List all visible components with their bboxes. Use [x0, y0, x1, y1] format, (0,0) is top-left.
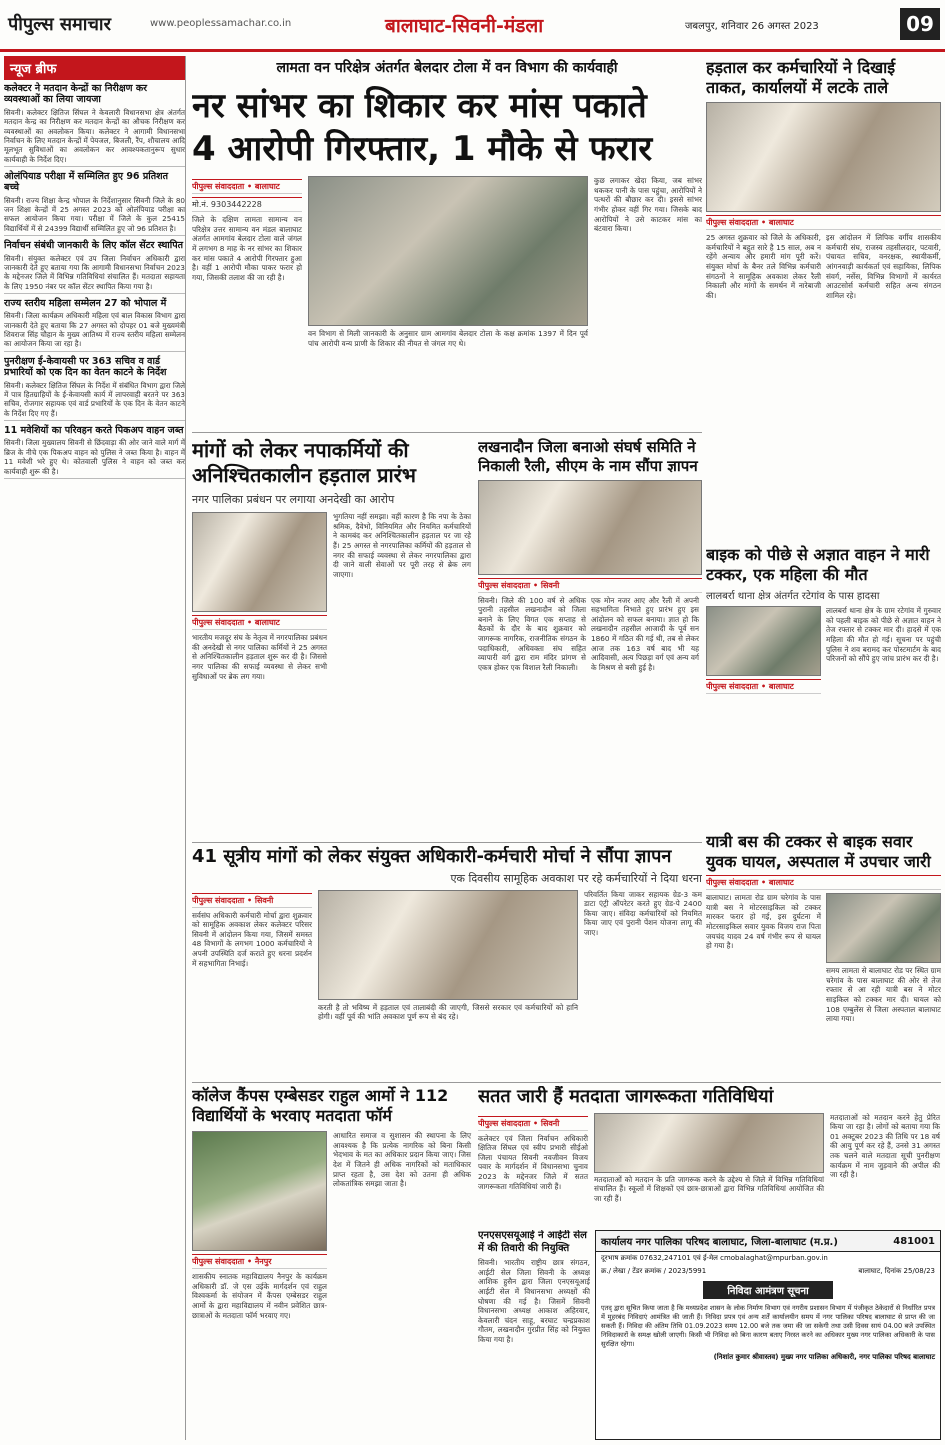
notice-body: एतद् द्वारा सूचित किया जाता है कि मध्यप्रदेश शासन के लोक निर्माण विभाग एवं नगरीय प्रशासन विभाग में पंजीकृत ठेकेदारों से निर्धारित प्रपत्र में मुहरबंद निविदाएं आमंत्रित की जाती हैं। निविदा प्रपत्र एवं अन्य शर्तें कार्यालयीन समय में नगर पालिका परिषद बालाघाट से प्राप्त की जा सकती हैं। निविदा की अंतिम तिथि 01.09.2023 समय 12.00 बजे तक जमा की जा सकेगी तथा उसी दिवस सायं 04.00 बजे उपस्थित निविदाकारों के समक्ष खोली जाएगी। किसी भी निविदा को बिना कारण बताए निरस्त करने का अधिकार मुख्य नगर पालिका अधिकारी के पास सुरक्षित रहेगा। [601, 1304, 935, 1348]
brief-headline: निर्वाचन संबंधी जानकारी के लिए कॉल सेंटर स्थापित [4, 240, 184, 252]
notice-office: कार्यालय नगर पालिका परिषद बालाघाट, जिला-बालाघाट (म.प्र.) [601, 1237, 838, 1248]
brief-text: सिवनी। कलेक्टर क्षितिज सिंघल के निर्देश में संबंधित विभाग द्वारा जिले में पात्र हितग्राहियों के ई-केवायसी कार्य में लापरवाही बरतने पर 363 सचिव, रोजगार सहायक एवं वार्ड प्रभारियों के एक दिन के वेतन काटने के निर्देश दिए गए हैं। [4, 380, 185, 418]
bus-photo [826, 893, 941, 963]
bike-body: लालबर्रा थाना क्षेत्र के ग्राम रटेगांव में गुरुवार को पहली बाइक को पीछे से अज्ञात वाहन ने तेज रफ्तार से टक्कर मार दी। हादसे में एक महिला की मौत हो गई। सूचना पर पहुंची पुलिस ने शव बरामद कर पोस्टमार्टम के बाद परिजनों को सौंपे हुए जांच प्रारंभ कर दी है। [826, 606, 941, 664]
college-body-continued: आधारित समाज व सुशासन की स्थापना के लिए आवश्यक है कि प्रत्येक नागरिक को बिना किसी भेदभाव के मत का अधिकार प्रदान किया जाए। जिस देश में जितने ही अधिक नागरिकों को मताधिकार प्राप्त रहता है, उस देश को उतना ही अधिक लोकतांत्रिक समझा जाता है। [333, 1131, 471, 1189]
strike-headline: हड़ताल कर कर्मचारियों ने दिखाई ताकत, कार्यालयों में लटके ताले [706, 58, 896, 97]
college-byline: पीपुल्स संवाददाता • नैनपुर [192, 1254, 327, 1269]
lead-caption: वन विभाग से मिली जानकारी के अनुसार ग्राम आमगांव बेलदार टोला के कक्ष क्रमांक 1397 में दिन पूर्व पांच आरोपी वन्य प्राणी के शिकार की नीयत से जंगल गए थे। [308, 329, 588, 348]
lakhnadon-photo [478, 480, 702, 575]
bike-photo [706, 606, 821, 676]
lakhnadon-byline: पीपुल्स संवाददाता • सिवनी [478, 578, 702, 593]
lead-headline-line1: नर सांभर का शिकार कर मांस पकाते [192, 86, 647, 126]
nsui-headline: एनएसएसयूआई ने आईटी सेल में की तिवारी की नियुक्ति [478, 1230, 587, 1254]
lakhnadon-body-continued: एक मोन नजर आए और रैली में अपनी सहभागिता निभाते हुए प्रारंभ हुए इस आंदोलन को सफल बनाया। ज्ञात हो कि लखनादौन तहसील आजादी के पूर्व सन 1860 में गठित की गई थी, तब से लेकर आज तक 163 वर्ष बाद भी यह आदिवासी, अत्य पिछड़ा वर्ग एवं अन्य वर्ग के मिश्रण से बसी हुई है। [591, 595, 699, 672]
brief-text: सिवनी। जिला मुख्यालय सिवनी से छिंदवाड़ा की ओर जाने वाले मार्ग में ब्रिज के नीचे एक पिकअप वाहन को पुलिस ने जब्त किया है। वाहन में 11 मवेशी भरे हुए थे। कोतवाली पुलिस ने वाहन को जब्त कर कार्यवाही शुरू की है। [4, 438, 185, 476]
lead-headline-line2: 4 आरोपी गिरफ्तार, 1 मौके से फरार [192, 128, 653, 169]
lakhnadon-headline: लखनादौन जिला बनाओ संघर्ष समिति ने निकाली रैली, सीएम के नाम सौंपा ज्ञापन [478, 438, 698, 475]
lead-body-continued: कुछ लगाकर खेदा किया, जब सांभर थककर पानी के पास पहुंचा, आरोपियों ने पत्थरों की बौछार कर दी। इससे सांभर गंभीर होकर वहीं गिर गया। जिसके बाद आरोपियों ने उसे काटकर मांस का बंटवारा किया। [594, 176, 702, 234]
npa-strike-story [192, 438, 472, 838]
notice-banner: निविदा आमंत्रण सूचना [703, 1281, 833, 1299]
divider [192, 842, 702, 843]
lead-story [192, 58, 702, 428]
notice-reference-row [596, 1265, 940, 1278]
morcha-photo [318, 890, 578, 1000]
college-photo [192, 1131, 327, 1251]
lakhnadon-body: सिवनी। जिले की 100 वर्ष से अधिक पुरानी तहसील लखनादौन को जिला बनाने के लिए विगत एक सप्ताह से बैठकों के दौर के बाद शुक्रवार को जागरूक नागरिक, राजनीतिक संगठन के पदाधिकारी, अधिवक्ता संघ सहित व्यापारी वर्ग द्वारा राम मंदिर प्रांगण से एकत्र होकर एक विशाल रैली निकाली। [478, 595, 586, 672]
divider [192, 1082, 941, 1083]
bike-accident-story [706, 545, 941, 825]
brief-headline: 11 मवेशियों का परिवहन करते पिकअप वाहन जब्त [4, 425, 184, 437]
college-story [192, 1086, 472, 1440]
page-number: 09 [900, 8, 940, 40]
strike-story [706, 58, 941, 538]
brief-headline: राज्य स्तरीय महिला सम्मेलन 27 को भोपाल में [4, 297, 167, 309]
divider [192, 432, 702, 433]
brief-headline: कलेक्टर ने मतदान केन्द्रों का निरीक्षण कर व्यवस्थाओं का लिया जायजा [4, 83, 148, 106]
voter-photo [594, 1113, 824, 1173]
strike-photo [706, 102, 941, 212]
brief-item [4, 298, 185, 352]
voter-awareness-story [478, 1086, 941, 1226]
voter-body-continued: मतदाताओं को मतदान करने हेतु प्रेरित किया जा रहा है। लोगों को बताया गया कि 01 अक्टूबर 2023 की तिथि पर 18 वर्ष की आयु पूर्ण कर रहे हैं, उनसे 31 अगस्त तक चलने वाले मतदाता सूची पुनरीक्षण कार्यक्रम में नाम जुड़वाने की अपील की जा रही है। [830, 1112, 940, 1180]
lead-contact: मो.नं. 9303442228 [192, 197, 302, 212]
morcha-body-end: परिवर्तित किया जाकर सहायक ग्रेड-3 कम डाटा एंट्री ऑपरेटर करते हुए ग्रेड-पे 2400 किया जाए। संविदा कर्मचारियों को नियमित किया जाए एवं पुरानी पेंशन योजना लागू की जाए। [584, 889, 702, 937]
brief-item [4, 171, 185, 236]
section-title: बालाघाट-सिवनी-मंडला [385, 15, 544, 37]
brief-text: सिवनी। जिला कार्यक्रम अधिकारी महिला एवं बाल विकास विभाग द्वारा जानकारी देते हुए बताया कि 27 अगस्त को दोपहर 01 बजे मुख्यमंत्री शिवराज सिंह चौहान के मुख्य आतिथ्य में राज्य स्तरीय महिला सम्मेलन का आयोजन किया जा रहा है। [4, 311, 185, 349]
strike-body-continued: इस आंदोलन में लिपिक वर्गीय शासकीय कर्मचारी संघ, राजस्व तहसीलदार, पटवारी, पंचायत सचिव, वनरक्षक, स्थायीकर्मी, आंगनवाड़ी कार्यकर्ता एवं सहायिका, लिपिक संवर्ग, नर्सेस, विभिन्न विभागों में कार्यरत आउटसोर्स कर्मचारी सहित अन्य संगठन शामिल रहे। [826, 233, 941, 300]
npa-deck: नगर पालिका प्रबंधन पर लगाया अनदेखी का आरोप [192, 493, 395, 506]
notice-contact: दूरभाष क्रमांक 07632,247101 एवं ई-मेल cmobalaghat@mpurban.gov.in [601, 1254, 828, 1262]
brief-headline: पुनरीक्षण ई-केवायसी पर 363 सचिव व वार्ड प्रभारियों को एक दिन का वेतन काटने के निर्देश [4, 355, 167, 379]
brief-text: सिवनी। संयुक्त कलेक्टर एवं उप जिला निर्वाचन अधिकारी द्वारा जानकारी देते हुए बताया गया कि आगामी विधानसभा निर्वाचन 2023 के मद्देनजर जिले में विभिन्न गतिविधियां संचालित हैं। मतदाता सहायता के लिए 1950 नंबर पर कॉल सेंटर स्थापित किया गया है। [4, 253, 185, 291]
newspaper-brand: पीपुल्स समाचार [8, 14, 111, 35]
college-body: शासकीय स्नातक महाविद्यालय नैनपुर के कार्यक्रम अधिकारी डॉ. जे एस उईके मार्गदर्शन एवं राहुल विश्वकर्मा के संयोजन में कैंपस एम्बेसडर राहुल आर्मो के द्वारा महाविद्यालय में नवीन प्रवेशित छात्र-छात्राओं के मतदाता फॉर्म भरवाए गए। [192, 1272, 327, 1320]
masthead [0, 0, 945, 52]
lead-photo [308, 176, 588, 326]
lead-body: जिले के दक्षिण लामता सामान्य वन परिक्षेत्र उत्तर सामान्य वन मंडल बालाघाट अंतर्गत आमगांव बेलदार टोला वाले जंगल में लगभग 8 माह के नर सांभर का शिकार कर मांस पकाते 4 आरोपी गिरफ्तार हुआ है। वहीं 1 आरोपी मौका पाकर फरार हो गया, जिसकी तलाश की जा रही है। [192, 215, 302, 282]
voter-byline: पीपुल्स संवाददाता • सिवनी [478, 1116, 588, 1131]
bike-byline: पीपुल्स संवाददाता • बालाघाट [706, 679, 821, 694]
notice-signature: (निशांत कुमार श्रीवास्तव) मुख्य नगर पालिका अधिकारी, नगर पालिका परिषद बालाघाट [713, 1353, 935, 1362]
strike-body: 25 अगस्त शुक्रवार को जिले के अधिकारी, कर्मचारियों ने बहुत सारे है 15 साल, अब न रहेंगे अन्याय और हमारी मांग पूरी करें। संयुक्त मोर्चा के बैनर तले विभिन्न कर्मचारी संगठनों ने सामूहिक अवकाश लेकर रैली निकाली और मांगों के समर्थन में नारेबाजी की। [706, 233, 821, 300]
brief-item [4, 425, 185, 479]
bike-deck: लालबर्रा थाना क्षेत्र अंतर्गत रटेगांव के पास हादसा [706, 591, 880, 602]
brief-item [4, 356, 185, 421]
brief-headline: ओलंपियाड परीक्षा में सम्मिलित हुए 96 प्रतिशत बच्चे [4, 170, 169, 194]
brief-item [4, 83, 185, 167]
brief-item [4, 240, 185, 294]
notice-code: 481001 [893, 1235, 935, 1247]
brief-text: सिवनी। कलेक्टर क्षितिज सिंघल ने केवलारी विधानसभा क्षेत्र अंतर्गत मतदान केन्द्र का निरीक्षण कर मतदान केन्द्रों का औचक निरीक्षण कर व्यवस्थाओं का अवलोकन किया। कलेक्टर ने आगामी विधानसभा निर्वाचन के लिए मतदान केन्द्रों में पेयजल, बिजली, रैंप, शौचालय आदि मूलभूत सुविधाओं का अवलोकन कर आवश्यकतानुरूप सुधार कार्यवाही के निर्देश दिए। [4, 107, 185, 164]
notice-header [596, 1231, 940, 1252]
bus-body: बालाघाट। लामता रोड ग्राम चरेगांव के पास यात्री बस ने मोटरसाइकिल को टक्कर मारकर फरार हो गई, इस दुर्घटना में मोटरसाइकिल सवार युवक विजय राज पिता जयचंद यादव 24 वर्ष गंभीर रूप से घायल हो गया है। [706, 893, 821, 951]
notice-ref: क्र./ लेखा / टेंडर क्रमांक / 2023/5991 [601, 1267, 707, 1275]
morcha-byline: पीपुल्स संवाददाता • सिवनी [192, 893, 312, 908]
nsui-body: सिवनी। भारतीय राष्ट्रीय छात्र संगठन, आईटी सेल जिला सिवनी के अध्यक्ष आशिक हुसैन द्वारा जिला एनएसयूआई आईटी सेल में विधानसभा अध्यक्षों की घोषणा की गई है। जिसमें सिवनी विधानसभा अध्यक्ष आकाश अहिरवार, केवलारी चंदन साहू, बरघाट चन्द्रप्रकाश गौतम, लखनादौन गुरप्रीत सिंह को नियुक्त किया गया है। [478, 1258, 590, 1344]
bike-headline: बाइक को पीछे से अज्ञात वाहन ने मारी टक्कर, एक महिला की मौत [706, 545, 930, 584]
website-url[interactable]: www.peoplessamachar.co.in [150, 18, 292, 29]
morcha-deck: एक दिवसीय सामूहिक अवकाश पर रहे कर्मचारियों ने दिया धरना [450, 871, 702, 885]
morcha-headline: 41 सूत्रीय मांगों को लेकर संयुक्त अधिकारी-कर्मचारी मोर्चा ने सौंपा ज्ञापन [192, 846, 672, 867]
bus-byline: पीपुल्स संवाददाता • बालाघाट [706, 875, 941, 890]
brief-text: सिवनी। राज्य शिक्षा केन्द्र भोपाल के निर्देशानुसार सिवनी जिले के 80 जन शिक्षा केन्द्रों में 25 अगस्त 2023 को ओलंपियाड परीक्षा का सफल आयोजन किया गया। परीक्षा में जिले के कुल 25415 विद्यार्थियों में से 24399 विद्यार्थी सम्मिलित हुए जो 96 प्रतिशत है। [4, 195, 185, 233]
npa-byline: पीपुल्स संवाददाता • बालाघाट [192, 615, 327, 630]
lakhnadon-story [478, 438, 702, 838]
morcha-body-continued: करती है तो भविष्य में हड़ताल एवं तालाबंदी की जाएगी, जिससे सरकार एवं कर्मचारियों को हानि होगी। वहीं पूर्व की भांति अवकाश पूर्ण रूप से बंद रहे। [318, 1002, 578, 1022]
notice-date: बालाघाट, दिनांक 25/08/23 [858, 1267, 935, 1275]
voter-caption: मतदाताओं को मतदान के प्रति जागरूक करने के उद्देश्य से जिले में विभिन्न गतिविधियां संचालित हैं। स्कूलों में शिक्षकों एवं छात्र-छात्राओं द्वारा विभिन्न गतिविधियां आयोजित की जा रही हैं। [594, 1174, 824, 1203]
nsui-story [478, 1230, 590, 1440]
strike-byline: पीपुल्स संवाददाता • बालाघाट [706, 215, 941, 230]
bus-body-continued: समय लामता से बालाघाट रोड पर स्थित ग्राम चरेगांव के पास बालाघाट की ओर से तेज रफ्तार से आ रही यात्री बस ने मोटर साइकिल को टक्कर मार दी। घायल को 108 एम्बुलेंस से जिला अस्पताल बालाघाट लाया गया। [826, 966, 941, 1024]
npa-body-continued: भुगतिया नहीं समझा। वहीं कारण है कि नपा के ठेका श्रमिक, दैवेभो, विनियमित और नियमित कर्मचारियों ने कामबंद कर अनिश्चितकालीन हड़ताल पर जा रहे हैं। 25 अगस्त से नगरपालिका कर्मियों की हड़ताल से नगर की सफाई व्यवस्था से लेकर नगरपालिका द्वारा दी जाने वाली सेवाओं पर पूरी तरह से ब्रेक लग जाएगा। [333, 512, 471, 579]
college-headline: कॉलेज कैंपस एम्बेसडर राहुल आर्मो ने 112 विद्यार्थियों के भरवाए मतदाता फॉर्म [192, 1086, 449, 1125]
bus-headline: यात्री बस की टक्कर से बाइक सवार युवक घायल, अस्पताल में उपचार जारी [706, 832, 931, 871]
lead-kicker: लामता वन परिक्षेत्र अंतर्गत बेलदार टोला में वन विभाग की कार्यवाही [276, 60, 618, 76]
news-brief-title: न्यूज ब्रीफ [4, 56, 185, 80]
morcha-body: सर्वसंघ अधिकारी कर्मचारी मोर्चा द्वारा शुक्रवार को सामूहिक अवकाश लेकर कलेक्टर परिसर सिवनी में आंदोलन किया गया, जिसमें समस्त 48 विभागों के लगभग 1000 कर्मचारियों ने अपनी उपस्थिति दर्ज कराते हुए धरना प्रदर्शन में सहभागिता निभाई। [192, 910, 312, 968]
voter-headline: सतत जारी हैं मतदाता जागरूकता गतिविधियां [478, 1086, 774, 1107]
npa-body: भारतीय मजदूर संघ के नेतृत्व में नगरपालिका प्रबंधन की अनदेखी से नगर पालिका कर्मियों ने 25 अगस्त से अनिश्चितकालीन हड़ताल शुरू कर दी है। जिससे नगर पालिका की सफाई व्यवस्था से लेकर सभी सुविधाओं पर ब्रेक लग गया। [192, 633, 327, 681]
news-brief-column [4, 56, 186, 1440]
voter-body: कलेक्टर एवं जिला निर्वाचन अधिकारी क्षितिज सिंघल एवं स्वीप प्रभारी सीईओ जिला पंचायत सिवनी नवजीवन विजय पवार के मार्गदर्शन में विधानसभा चुनाव 2023 के मद्देनजर जिले में सतत जागरूकता गतिविधियां जारी हैं। [478, 1133, 588, 1191]
npa-headline: मांगों को लेकर नपाकर्मियों की अनिश्चितकालीन हड़ताल प्रारंभ [192, 438, 416, 487]
tender-notice [595, 1230, 941, 1440]
bus-accident-story [706, 832, 941, 1082]
lead-byline: पीपुल्स संवाददाता • बालाघाट [192, 179, 302, 194]
morcha-story [192, 846, 702, 1078]
npa-photo [192, 512, 327, 612]
dateline: जबलपुर, शनिवार 26 अगस्त 2023 [685, 21, 819, 32]
